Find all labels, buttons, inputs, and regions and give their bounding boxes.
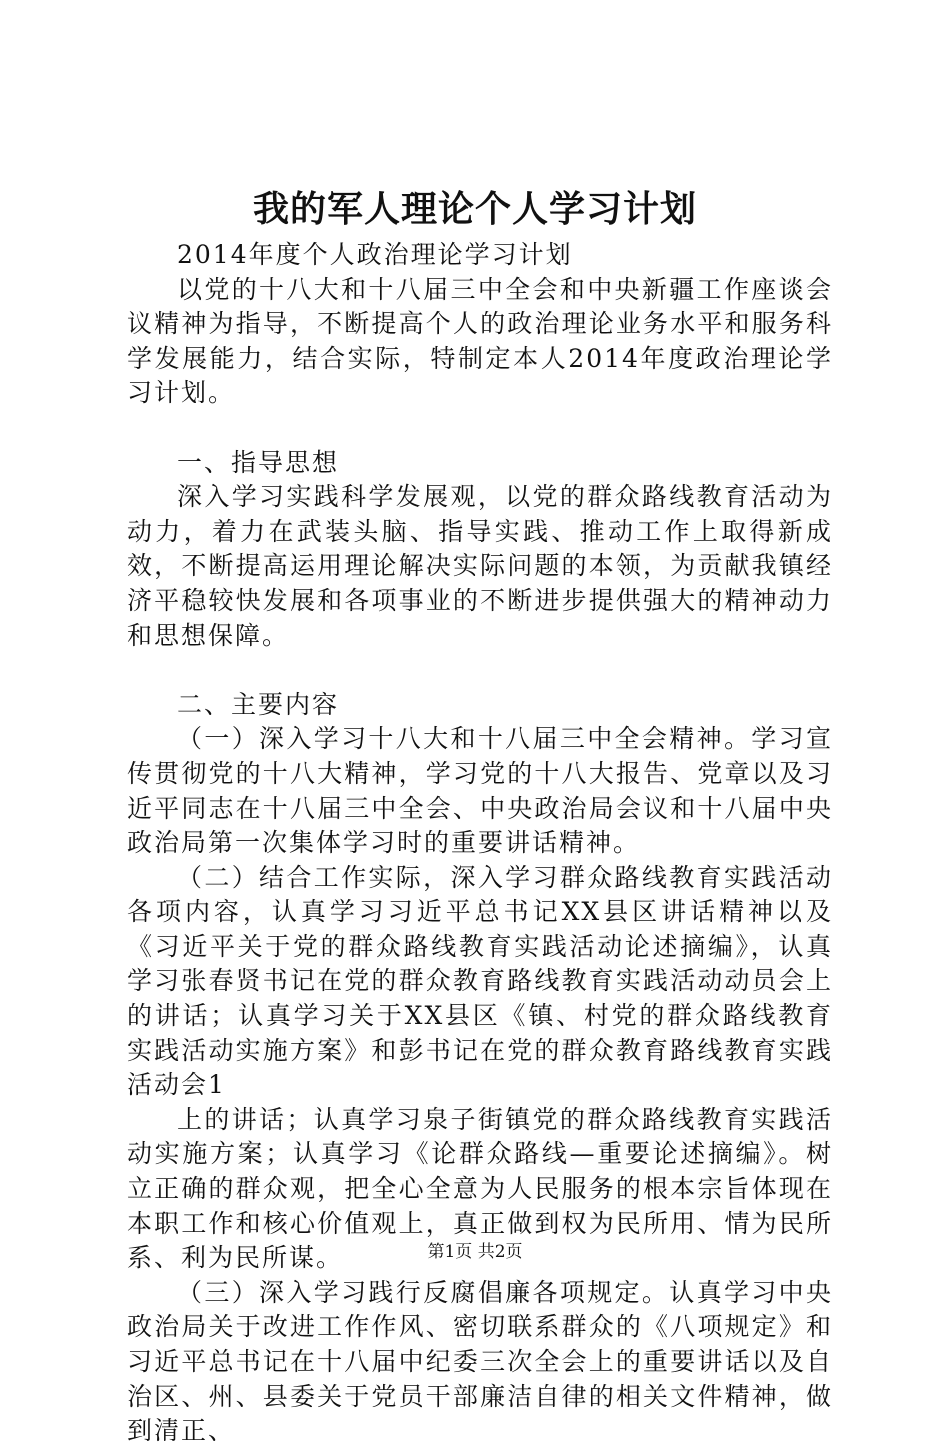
paragraph-spacer <box>127 411 833 446</box>
paragraph-item-three: （三）深入学习践行反腐倡廉各项规定。认真学习中央政治局关于改进工作作风、密切联系群众的《八项规定》和习近平总书记在十八届中纪委三次全会上的重要讲话以及自治区、州、县委关于党员干部廉洁自律的相关文件精神，做到清正、 <box>127 1277 833 1446</box>
paragraph-guiding-thought: 深入学习实践科学发展观，以党的群众路线教育活动为动力，着力在武装头脑、指导实践、推动工作上取得新成效，不断提高运用理论解决实际问题的本领，为贡献我镇经济平稳较快发展和各项事业的不断进步提供强大的精神动力和思想保障。 <box>127 482 833 650</box>
document-body <box>127 238 833 1449</box>
section-heading-guiding-thought: 一、指导思想 <box>177 447 340 477</box>
page-number: 第1页 共2页 <box>427 1242 523 1262</box>
paragraph-item-two-continued: 上的讲话；认真学习泉子街镇党的群众路线教育实践活动实施方案；认真学习《论群众路线—重要论述摘编》。树立正确的群众观，把全心全意为人民服务的根本宗旨体现在本职工作和核心价值观上，真正做到权为民所用、情为民所系、利为民所谋。 <box>127 1104 833 1273</box>
paragraph-intro: 以党的十八大和十八届三中全会和中央新疆工作座谈会议精神为指导，不断提高个人的政治理论业务水平和服务科学发展能力，结合实际，特制定本人2014年度政治理论学习计划。 <box>127 274 833 408</box>
paragraph-plan-heading: 2014年度个人政治理论学习计划 <box>177 240 573 269</box>
paragraph-spacer <box>127 653 833 688</box>
section-heading-main-content: 二、主要内容 <box>177 689 340 719</box>
document-title: 我的军人理论个人学习计划 <box>252 188 697 230</box>
paragraph-item-one: （一）深入学习十八大和十八届三中全会精神。学习宣传贯彻党的十八大精神，学习党的十八大报告、党章以及习近平同志在十八届三中全会、中央政治局会议和十八届中央政治局第一次集体学习时的重要讲话精神。 <box>127 724 833 858</box>
paragraph-item-two: （二）结合工作实际，深入学习群众路线教育实践活动各项内容，认真学习习近平总书记XX县区讲话精神以及《习近平关于党的群众路线教育实践活动论述摘编》，认真学习张春贤书记在党的群众教育路线教育实践活动动员会上的讲话；认真学习关于XX县区《镇、村党的群众路线教育实践活动实施方案》和彭书记在党的群众教育路线教育实践活动会1 <box>127 862 833 1100</box>
